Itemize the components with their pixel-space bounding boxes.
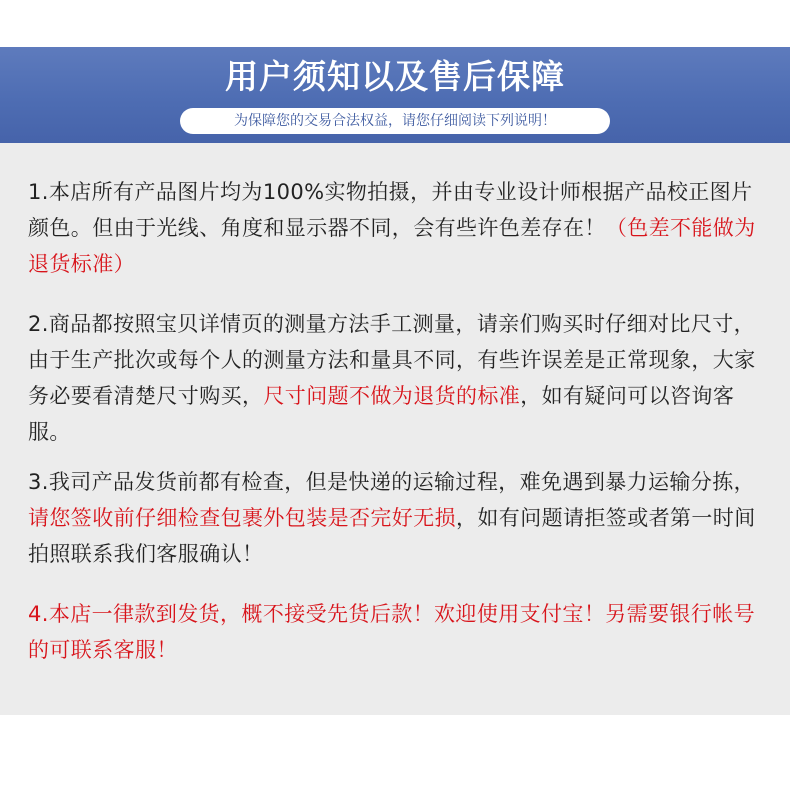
notice-item-4 (28, 596, 766, 668)
notice-highlight: 尺寸问题不做为退货的标准 (263, 384, 521, 408)
top-margin (0, 0, 790, 47)
notice-item-3 (28, 464, 766, 572)
notice-tail: ，如有疑问可以咨询客服。 (28, 384, 735, 444)
notice-item-1 (28, 174, 766, 282)
notice-text: 1.本店所有产品图片均为100%实物拍摄，并由专业设计师根据产品校正图片颜色。但由于光线、角度和显示器不同，会有些许色差存在！ (28, 180, 753, 240)
notice-highlight: （色差不能做为退货标准） (28, 216, 756, 276)
notice-highlight: 请您签收前仔细检查包裹外包装是否完好无损 (28, 506, 456, 530)
notice-tail: ，如有问题请拒签或者第一时间拍照联系我们客服确认！ (28, 506, 756, 566)
page-title: 用户须知以及售后保障 (225, 57, 565, 96)
notice-banner (0, 47, 790, 143)
subtitle-pill: 为保障您的交易合法权益，请您仔细阅读下列说明！ (180, 108, 610, 134)
notice-panel (0, 143, 790, 715)
notice-item-2 (28, 306, 766, 450)
bottom-margin (0, 715, 790, 790)
notice-text: 3.我司产品发货前都有检查，但是快递的运输过程，难免遇到暴力运输分拣， (28, 470, 756, 494)
notice-highlight: 4.本店一律款到发货，概不接受先货后款！欢迎使用支付宝！另需要银行帐号的可联系客服！ (28, 602, 756, 662)
notice-text: 2.商品都按照宝贝详情页的测量方法手工测量，请亲们购买时仔细对比尺寸，由于生产批次或每个人的测量方法和量具不同，有些许误差是正常现象，大家务必要看清楚尺寸购买， (28, 312, 756, 408)
